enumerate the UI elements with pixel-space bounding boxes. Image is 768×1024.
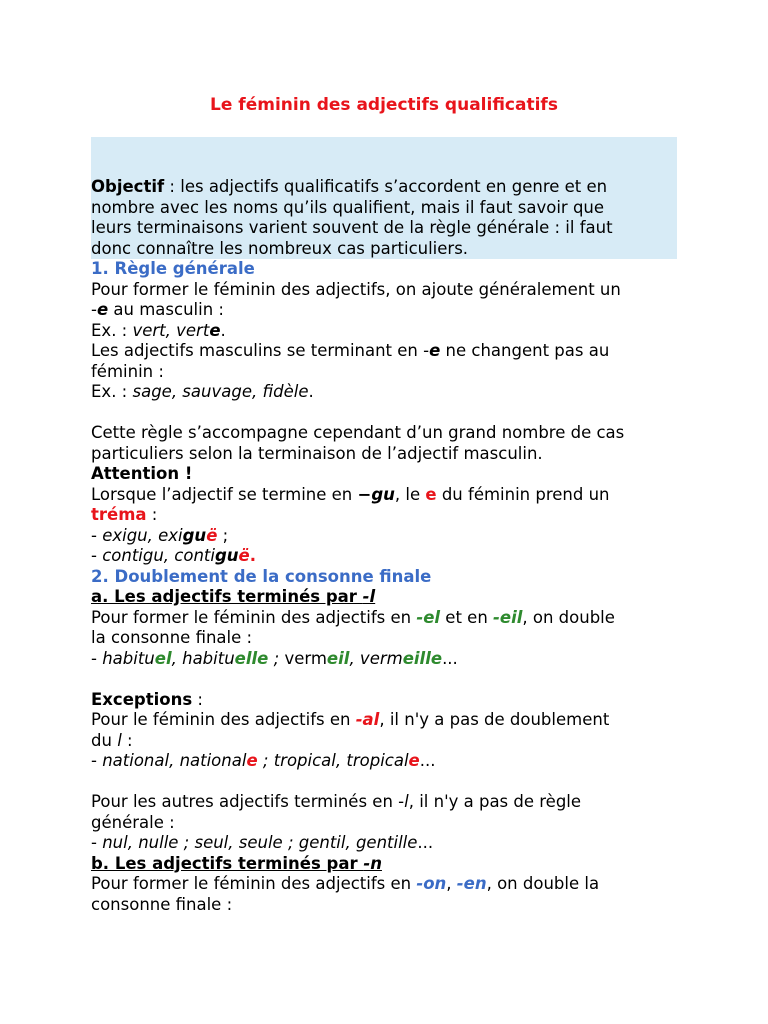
objective-line: donc connaître les nombreux cas particuliers. <box>91 238 469 258</box>
exceptions-line: Exceptions : <box>91 689 203 709</box>
blank-line <box>91 403 691 424</box>
list-item: - national, nationale ; tropical, tropicale... <box>91 751 436 770</box>
list-item: - exigu, exiguë ; <box>91 525 229 545</box>
paragraph-line: Les adjectifs masculins se terminant en -e ne changent pas au <box>91 341 610 360</box>
paragraph-line: Pour les autres adjectifs terminés en -l, il n'y a pas de règle <box>91 792 582 811</box>
list-item: - contigu, contiguë. <box>91 546 257 565</box>
example-line: Ex. : sage, sauvage, fidèle. <box>91 382 314 401</box>
paragraph-line: particuliers selon la terminaison de l’adjectif masculin. <box>91 443 543 463</box>
section-heading-regle-generale: 1. Règle générale <box>91 259 255 278</box>
example-line: Ex. : vert, verte. <box>91 320 226 340</box>
subsection-heading-b: b. Les adjectifs terminés par -n <box>91 853 382 873</box>
objective-line: leurs terminaisons varient souvent de la règle générale : il faut <box>91 218 613 237</box>
paragraph-line: tréma : <box>91 505 158 524</box>
paragraph-line: Pour le féminin des adjectifs en -al, il n'y a pas de doublement <box>91 710 610 729</box>
paragraph-line: générale : <box>91 812 175 832</box>
objective-label: Objectif <box>91 177 165 196</box>
paragraph-line: -e au masculin : <box>91 300 224 319</box>
paragraph-line: la consonne finale : <box>91 628 253 647</box>
section-heading-doublement: 2. Doublement de la consonne finale <box>91 566 432 586</box>
objective-line: nombre avec les noms qu’ils qualifient, mais il faut savoir que <box>91 197 605 217</box>
page-title: Le féminin des adjectifs qualificatifs <box>210 95 558 115</box>
paragraph-line: consonne finale : <box>91 894 233 914</box>
paragraph-line: Pour former le féminin des adjectifs, on ajoute généralement un <box>91 279 621 299</box>
paragraph-line: féminin : <box>91 361 164 381</box>
paragraph-line: du l : <box>91 730 133 750</box>
objective-line: Objectif : les adjectifs qualificatifs s’accordent en genre et en <box>91 177 608 196</box>
list-item: - nul, nulle ; seul, seule ; gentil, gentille... <box>91 833 434 852</box>
paragraph-line: Cette règle s’accompagne cependant d’un grand nombre de cas <box>91 423 625 442</box>
paragraph-line: Pour former le féminin des adjectifs en -el et en -eil, on double <box>91 607 615 627</box>
blank-line <box>91 669 691 690</box>
paragraph-line: Lorsque l’adjectif se termine en −gu, le e du féminin prend un <box>91 484 610 504</box>
subsection-heading-a: a. Les adjectifs terminés par -l <box>91 587 376 606</box>
list-item: - habituel, habituelle ; vermeil, vermeille... <box>91 648 458 668</box>
paragraph-line: Pour former le féminin des adjectifs en -on, -en, on double la <box>91 874 600 893</box>
attention-label: Attention ! <box>91 464 193 483</box>
blank-line <box>91 772 691 793</box>
document-body <box>91 177 691 915</box>
